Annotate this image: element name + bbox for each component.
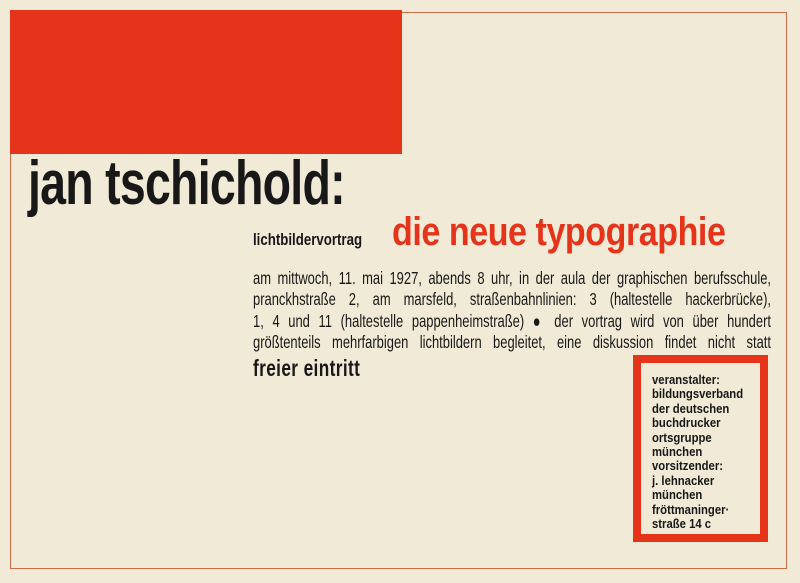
- red-rectangle: [10, 10, 402, 154]
- organizer-line-9: münchen: [652, 487, 703, 503]
- organizer-line-7: vorsitzender:: [652, 458, 724, 474]
- event-details-line-1: am mittwoch, 11. mai 1927, abends 8 uhr, in der aula der graphischen berufsschule,: [253, 268, 771, 288]
- lecture-kicker: lichtbildervortrag: [253, 230, 363, 249]
- event-details-line-2: pranckhstraße 2, am marsfeld, straßenbahnlinien: 3 (haltestelle hackerbrücke),: [253, 289, 771, 310]
- organizer-line-8: j. lehnacker: [652, 472, 715, 488]
- organizer-line-11: straße 14 c: [652, 516, 712, 532]
- organizer-line-10: fröttmaninger·: [652, 501, 730, 517]
- event-details-line-3: 1, 4 und 11 (haltestelle pappenheimstraße) ● der vortrag wird von über hundert: [253, 310, 771, 331]
- lecture-title: die neue typographie: [392, 210, 726, 254]
- organizer-line-3: der deutschen: [652, 400, 730, 416]
- organizer-line-5: ortsgruppe: [652, 429, 712, 445]
- organizer-line-1: veranstalter:: [652, 372, 720, 387]
- event-details-line-4: größtenteils mehrfarbigen lichtbildern begleitet, eine diskussion findet nicht statt: [253, 332, 771, 353]
- organizer-line-2: bildungsverband: [652, 386, 744, 402]
- organizer-box: [633, 355, 768, 542]
- organizer-line-4: buchdrucker: [652, 415, 721, 431]
- event-details: [253, 268, 771, 354]
- free-entry-note: freier eintritt: [253, 355, 361, 381]
- speaker-name: jan tschichold:: [28, 149, 345, 218]
- organizer-line-6: münchen: [652, 444, 703, 460]
